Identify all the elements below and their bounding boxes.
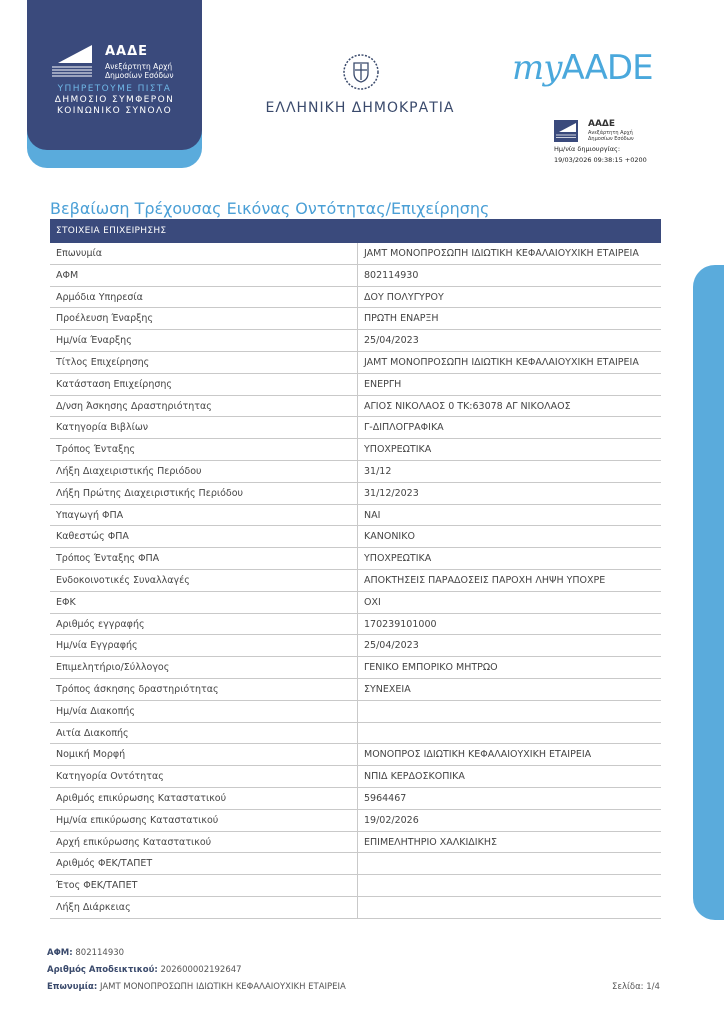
aade-name-line1: Ανεξάρτητη Αρχή (105, 62, 173, 71)
republic-title: ΕΛΛΗΝΙΚΗ ΔΗΜΟΚΡΑΤΙΑ (265, 100, 455, 116)
row-value: ΜΟΝΟΠΡΟΣ ΙΔΙΩΤΙΚΗ ΚΕΦΑΛΑΙΟΥΧΙΚΗ ΕΤΑΙΡΕΙΑ (364, 749, 592, 761)
row-value: ΕΠΙΜΕΛΗΤΗΡΙΟ ΧΑΛΚΙΔΙΚΗΣ (364, 836, 497, 848)
decorative-side-bar (693, 265, 724, 920)
table-row (50, 570, 661, 592)
row-value: ΑΓΙΟΣ ΝΙΚΟΛΑΟΣ 0 ΤΚ:63078 ΑΓ ΝΙΚΟΛΑΟΣ (364, 400, 571, 412)
table-row (50, 853, 661, 875)
row-value: 31/12 (364, 465, 392, 477)
footer-receipt-value: 202600002192647 (160, 965, 242, 975)
row-value: ΣΥΝΕΧΕΙΑ (364, 683, 411, 695)
row-label: Υπαγωγή ΦΠΑ (50, 505, 358, 526)
table-row (50, 657, 661, 679)
table-row (50, 635, 661, 657)
aade-abbr: ΑΑΔΕ (105, 44, 149, 59)
row-label: Δ/νση Άσκησης Δραστηριότητας (50, 396, 358, 417)
row-label: Ημ/νία Έναρξης (50, 330, 358, 351)
footer-name-label: Επωνυμία: (47, 982, 98, 992)
footer-afm-value: 802114930 (75, 948, 125, 958)
aade-logo-icon (52, 45, 92, 79)
row-value (358, 897, 661, 918)
aade-header-badge (27, 0, 202, 150)
row-value: ΠΡΩΤΗ ΕΝΑΡΞΗ (364, 313, 439, 325)
row-label: Επιμελητήριο/Σύλλογος (50, 657, 358, 678)
table-row (50, 461, 661, 483)
row-value (358, 723, 661, 744)
table-row (50, 417, 661, 439)
row-value (358, 701, 661, 722)
business-details-table (50, 219, 661, 919)
aade-full-name (105, 62, 195, 80)
row-value: ΝΠΙΔ ΚΕΡΔΟΣΚΟΠΙΚΑ (364, 771, 465, 783)
row-label: Έτος ΦΕΚ/ΤΑΠΕΤ (50, 875, 358, 896)
row-value: ΟΧΙ (364, 596, 381, 608)
row-label: Αρχή επικύρωσης Καταστατικού (50, 832, 358, 853)
table-row (50, 897, 661, 919)
row-label: Κατηγορία Οντότητας (50, 766, 358, 787)
row-label: Τίτλος Επιχείρησης (50, 352, 358, 373)
table-row (50, 744, 661, 766)
table-row (50, 483, 661, 505)
table-row (50, 330, 661, 352)
row-label: Προέλευση Έναρξης (50, 308, 358, 329)
motto-line3: ΚΟΙΝΩΝΙΚΟ ΣΥΝΟΛΟ (56, 106, 173, 116)
table-row (50, 679, 661, 701)
table-row (50, 287, 661, 309)
table-row (50, 810, 661, 832)
table-row (50, 374, 661, 396)
row-label: ΑΦΜ (50, 265, 358, 286)
footer-receipt (47, 965, 242, 975)
row-label: Ημ/νία επικύρωσης Καταστατικού (50, 810, 358, 831)
row-value: ΥΠΟΧΡΕΩΤΙΚΑ (364, 444, 432, 456)
row-value: 31/12/2023 (364, 487, 419, 499)
row-label: Επωνυμία (50, 243, 358, 264)
row-value: ΔΟΥ ΠΟΛΥΓΥΡΟΥ (364, 291, 444, 303)
table-row (50, 439, 661, 461)
table-body (50, 243, 661, 919)
row-label: Λήξη Πρώτης Διαχειριστικής Περιόδου (50, 483, 358, 504)
table-row (50, 788, 661, 810)
table-row (50, 396, 661, 418)
row-value: JAMT ΜΟΝΟΠΡΟΣΩΠΗ ΙΔΙΩΤΙΚΗ ΚΕΦΑΛΑΙΟΥΧΙΚΗ ΕΤΑΙΡΕΙΑ (364, 248, 639, 259)
table-row (50, 308, 661, 330)
row-value: ΑΠΟΚΤΗΣΕΙΣ ΠΑΡΑΔΟΣΕΙΣ ΠΑΡΟΧΗ ΛΗΨΗ ΥΠΟΧΡΕ (364, 574, 606, 586)
motto-line2: ΔΗΜΟΣΙΟ ΣΥΜΦΕΡΟΝ (54, 95, 175, 105)
footer-name (47, 982, 346, 992)
aade-name-line2: Δημοσίων Εσόδων (105, 71, 174, 80)
row-label: Ημ/νία Διακοπής (50, 701, 358, 722)
row-label: Αριθμός εγγραφής (50, 614, 358, 635)
row-label: Καθεστώς ΦΠΑ (50, 526, 358, 547)
row-label: Ημ/νία Εγγραφής (50, 635, 358, 656)
row-label: ΕΦΚ (50, 592, 358, 613)
table-row (50, 592, 661, 614)
row-label: Τρόπος Ένταξης ΦΠΑ (50, 548, 358, 569)
row-value: 25/04/2023 (364, 640, 419, 652)
table-row (50, 548, 661, 570)
row-value: 25/04/2023 (364, 335, 419, 347)
row-value: 5964467 (364, 792, 407, 804)
myaade-logo-aade: AADE (561, 48, 653, 88)
table-row (50, 614, 661, 636)
table-row (50, 265, 661, 287)
creation-date-value: 19/03/2026 09:38:15 +0200 (554, 156, 647, 164)
row-label: Κατάσταση Επιχείρησης (50, 374, 358, 395)
table-row (50, 766, 661, 788)
myaade-logo (512, 48, 653, 88)
row-label: Τρόπος άσκησης δραστηριότητας (50, 679, 358, 700)
row-value: Γ-ΔΙΠΛΟΓΡΑΦΙΚΑ (364, 422, 444, 434)
row-value: 802114930 (364, 269, 419, 281)
document-title: Βεβαίωση Τρέχουσας Εικόνας Οντότητας/Επιχείρησης (50, 199, 490, 218)
aade-small-logo-icon (554, 120, 578, 142)
row-label: Κατηγορία Βιβλίων (50, 417, 358, 438)
table-row (50, 243, 661, 265)
aade-small-name-line2: Δημοσίων Εσόδων (588, 136, 634, 142)
table-row (50, 352, 661, 374)
table-row (50, 526, 661, 548)
row-value: ΓΕΝΙΚΟ ΕΜΠΟΡΙΚΟ ΜΗΤΡΩΟ (364, 662, 498, 674)
row-value: ΥΠΟΧΡΕΩΤΙΚΑ (364, 553, 432, 565)
aade-small-name (588, 130, 648, 142)
creation-date-label: Ημ/νία δημιουργίας: (554, 145, 621, 153)
row-label: Αριθμός επικύρωσης Καταστατικού (50, 788, 358, 809)
row-label: Λήξη Διάρκειας (50, 897, 358, 918)
table-row (50, 505, 661, 527)
row-value (358, 853, 661, 874)
footer-name-value: JAMT ΜΟΝΟΠΡΟΣΩΠΗ ΙΔΙΩΤΙΚΗ ΚΕΦΑΛΑΙΟΥΧΙΚΗ ΕΤΑΙΡΕΙΑ (99, 982, 346, 992)
row-value: ΝΑΙ (364, 509, 381, 521)
page-number: Σελίδα: 1/4 (612, 982, 660, 992)
row-label: Αριθμός ΦΕΚ/ΤΑΠΕΤ (50, 853, 358, 874)
footer-afm (47, 948, 124, 958)
row-label: Τρόπος Ένταξης (50, 439, 358, 460)
row-value (358, 875, 661, 896)
table-row (50, 701, 661, 723)
table-row (50, 832, 661, 854)
greek-coat-of-arms-icon (341, 52, 381, 92)
table-row (50, 723, 661, 745)
aade-small-abbr: ΑΑΔΕ (588, 119, 616, 129)
footer-afm-label: ΑΦΜ: (47, 948, 73, 958)
myaade-logo-my: my (512, 48, 562, 88)
row-label: Αιτία Διακοπής (50, 723, 358, 744)
table-section-header: ΣΤΟΙΧΕΙΑ ΕΠΙΧΕΙΡΗΣΗΣ (50, 219, 661, 243)
aade-small-name-line1: Ανεξάρτητη Αρχή (588, 130, 633, 136)
row-label: Λήξη Διαχειριστικής Περιόδου (50, 461, 358, 482)
table-row (50, 875, 661, 897)
row-value: 19/02/2026 (364, 814, 419, 826)
row-label: Αρμόδια Υπηρεσία (50, 287, 358, 308)
footer-receipt-label: Αριθμός Αποδεικτικού: (47, 965, 158, 975)
row-value: ΚΑΝΟΝΙΚΟ (364, 531, 415, 543)
row-value: 170239101000 (364, 618, 437, 630)
row-label: Νομική Μορφή (50, 744, 358, 765)
row-value: JAMT ΜΟΝΟΠΡΟΣΩΠΗ ΙΔΙΩΤΙΚΗ ΚΕΦΑΛΑΙΟΥΧΙΚΗ ΕΤΑΙΡΕΙΑ (364, 356, 639, 368)
motto-line1: ΥΠΗΡΕΤΟΥΜΕ ΠΙΣΤΑ (57, 84, 172, 94)
row-label: Ενδοκοινοτικές Συναλλαγές (50, 570, 358, 591)
row-value: ΕΝΕΡΓΗ (364, 378, 402, 390)
